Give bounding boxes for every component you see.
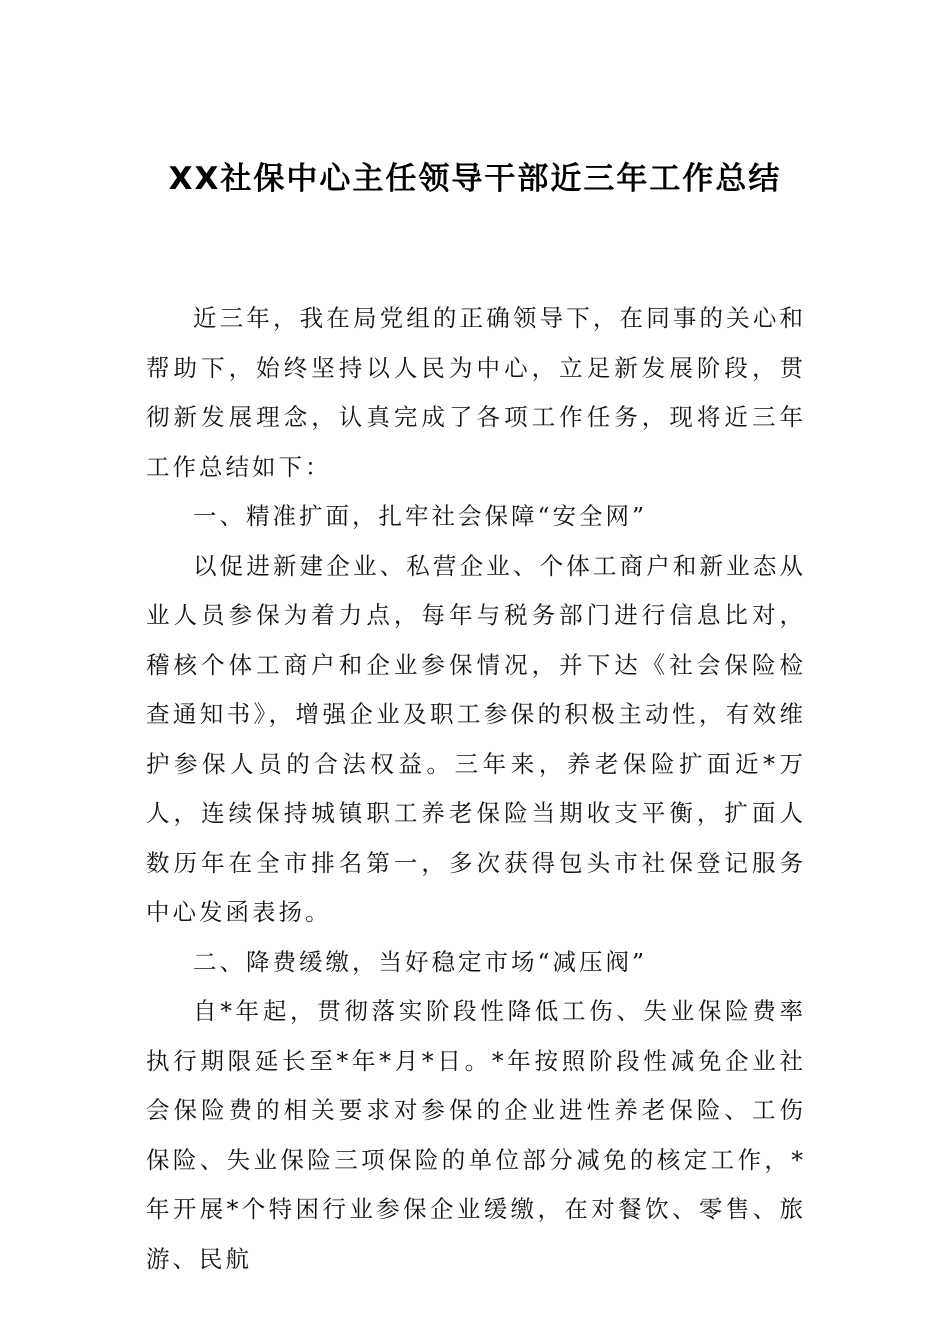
section-2-heading: 二、降费缓缴，当好稳定市场“减压阀” <box>193 947 648 976</box>
section-2-paragraph: 自*年起，贯彻落实阶段性降低工伤、失业保险费率执行期限延长至*年*月*日。*年按照阶段性减免企业社会保险费的相关要求对参保的企业进性养老保险、工伤保险、失业保险三项保险的单位部分减免的核定工作，*年开展*个特困行业参保企业缓缴，在对餐饮、零售、旅游、民航 <box>146 997 806 1273</box>
section-1-heading: 一、精准扩面，扎牢社会保障“安全网” <box>193 502 648 530</box>
intro-paragraph: 近三年，我在局党组的正确领导下，在同事的关心和帮助下，始终坚持以人民为中心，立足新发展阶段，贯彻新发展理念，认真完成了各项工作任务，现将近三年工作总结如下： <box>146 304 806 481</box>
document-title: XX社保中心主任领导干部近三年工作总结 <box>168 161 782 197</box>
document-body <box>146 294 806 1284</box>
section-1-paragraph: 以促进新建企业、私营企业、个体工商户和新业态从业人员参保为着力点，每年与税务部门进行信息比对，稽核个体工商户和企业参保情况，并下达《社会保险检查通知书》，增强企业及职工参保的积极主动性，有效维护参保人员的合法权益。三年来，养老保险扩面近*万人，连续保持城镇职工养老保险当期收支平衡，扩面人数历年在全市排名第一，多次获得包头市社保登记服务中心发函表扬。 <box>146 551 806 926</box>
